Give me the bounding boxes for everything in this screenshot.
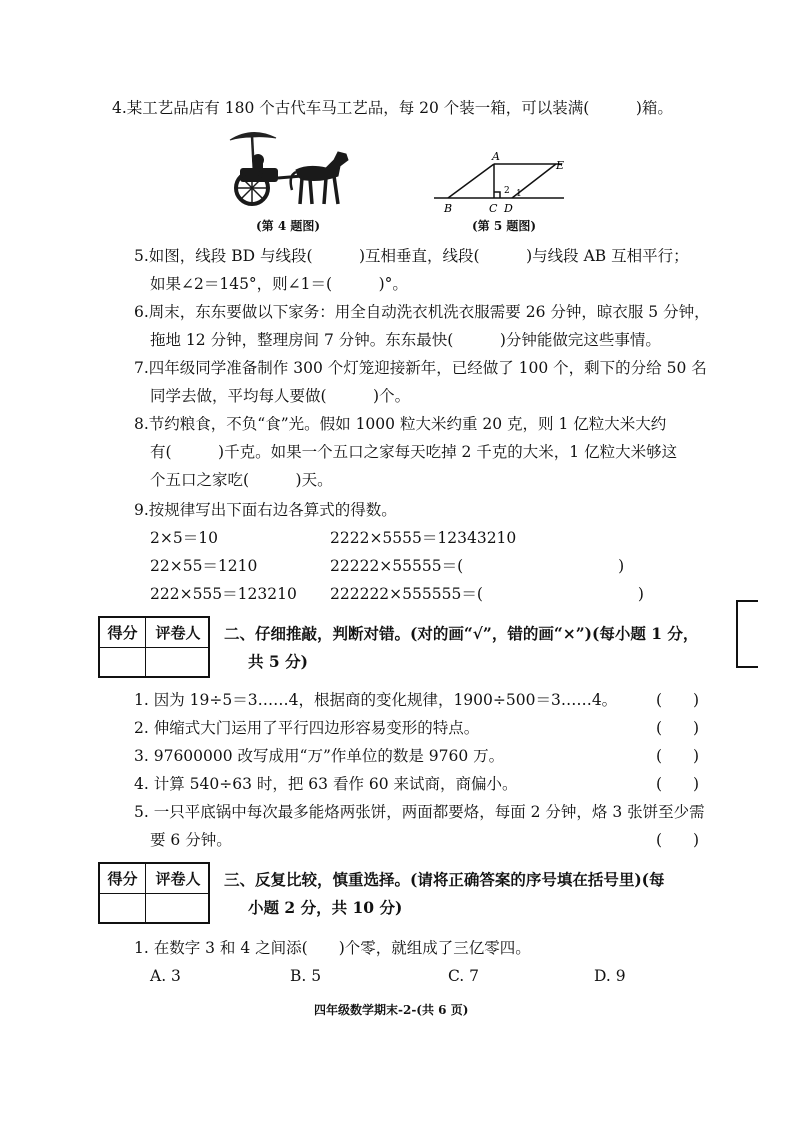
q9-right-1: 2222×5555＝12343210: [330, 529, 517, 547]
grader-label: 评卷人: [146, 618, 210, 648]
label-d: D: [504, 202, 513, 215]
chariot-figure: [222, 124, 360, 212]
grader-cell[interactable]: [146, 648, 210, 678]
option-b[interactable]: B. 5: [290, 967, 322, 985]
judge-item-5: 5. 一只平底锅中每次最多能烙两张饼，两面都要烙，每面 2 分钟，烙 3 张饼至少需: [134, 803, 705, 821]
q9-right-3: 222222×555555＝( ): [330, 585, 644, 603]
question-7-line1: 7.四年级同学准备制作 300 个灯笼迎接新年，已经做了 100 个，剩下的分给 50 名: [134, 359, 707, 377]
section-2-heading-line2: 共 5 分): [248, 652, 308, 671]
geometry-figure: [428, 150, 570, 220]
q9-left-3: 222×555＝123210: [150, 585, 297, 603]
angle-1-label: 1: [516, 189, 522, 199]
question-5-line1: 5.如图，线段 BD 与线段( )互相垂直，线段( )与线段 AB 互相平行；: [134, 247, 689, 265]
judge-answer-2[interactable]: ( ): [656, 719, 700, 737]
question-7-line2: 同学去做，平均每人要做( )个。: [150, 387, 411, 405]
judge-item-2: 2. 伸缩式大门运用了平行四边形容易变形的特点。: [134, 719, 480, 737]
score-label: 得分: [100, 864, 146, 894]
horse: [278, 152, 348, 204]
judge-answer-1[interactable]: ( ): [656, 691, 700, 709]
option-d[interactable]: D. 9: [594, 967, 626, 985]
judge-item-4: 4. 计算 540÷63 时，把 63 看作 60 来试商，商偏小。: [134, 775, 518, 793]
chariot-body: [240, 154, 278, 182]
question-5-line2: 如果∠2＝145°，则∠1＝( )°。: [150, 275, 408, 293]
angle-2-label: 2: [504, 186, 510, 196]
label-e: E: [556, 159, 565, 172]
page-footer: 四年级数学期末-2-(共 6 页): [314, 1003, 469, 1017]
q9-left-1: 2×5＝10: [150, 529, 218, 547]
judge-answer-5[interactable]: ( ): [656, 831, 700, 849]
grader-label: 评卷人: [146, 864, 210, 894]
score-box-section-2: [98, 616, 210, 678]
judge-item-5-line2: 要 6 分钟。: [150, 831, 232, 849]
score-box-section-3: [98, 862, 210, 924]
q9-left-2: 22×55＝1210: [150, 557, 258, 575]
question-6-line1: 6.周末，东东要做以下家务：用全自动洗衣机洗衣服需要 26 分钟，晾衣服 5 分钟，: [134, 303, 710, 321]
label-b: B: [444, 202, 453, 215]
q9-right-2: 22222×55555＝( ): [330, 557, 625, 575]
figure-4-caption: (第 4 题图): [256, 219, 321, 233]
judge-item-3: 3. 97600000 改写成用“万”作单位的数是 9760 万。: [134, 747, 505, 765]
choice-question-1: 1. 在数字 3 和 4 之间添( )个零，就组成了三亿零四。: [134, 939, 531, 957]
question-6-line2: 拖地 12 分钟，整理房间 7 分钟。东东最快( )分钟能做完这些事情。: [150, 331, 661, 349]
question-8-line3: 个五口之家吃( )天。: [150, 471, 333, 489]
line-ab: [448, 164, 494, 198]
grader-cell[interactable]: [146, 894, 210, 924]
score-cell[interactable]: [100, 894, 146, 924]
section-3-heading-line1: 三、反复比较，慎重选择。(请将正确答案的序号填在括号里)(每: [224, 870, 665, 889]
section-2-heading-line1: 二、仔细推敲，判断对错。(对的画“√”，错的画“×”)(每小题 1 分，: [224, 624, 699, 643]
judge-answer-4[interactable]: ( ): [656, 775, 700, 793]
label-a: A: [492, 150, 500, 163]
score-label: 得分: [100, 618, 146, 648]
judge-item-1: 1. 因为 19÷5＝3……4，根据商的变化规律，1900÷500＝3……4。: [134, 691, 618, 709]
question-4-text: 4.某工艺品店有 180 个古代车马工艺品，每 20 个装一箱，可以装满( )箱。: [112, 99, 673, 117]
judge-answer-3[interactable]: ( ): [656, 747, 700, 765]
question-8-line1: 8.节约粮食，不负“食”光。假如 1000 粒大米约重 20 克，则 1 亿粒大米大约: [134, 415, 667, 433]
section-3-heading-line2: 小题 2 分，共 10 分): [248, 898, 403, 917]
question-9-title: 9.按规律写出下面右边各算式的得数。: [134, 501, 397, 519]
figure-5-caption: (第 5 题图): [472, 219, 537, 233]
label-c: C: [489, 202, 498, 215]
binding-margin-mark: [736, 600, 758, 668]
question-8-line2: 有( )千克。如果一个五口之家每天吃掉 2 千克的大米，1 亿粒大米够这: [150, 443, 678, 461]
option-a[interactable]: A. 3: [150, 967, 181, 985]
option-c[interactable]: C. 7: [448, 967, 480, 985]
score-cell[interactable]: [100, 648, 146, 678]
